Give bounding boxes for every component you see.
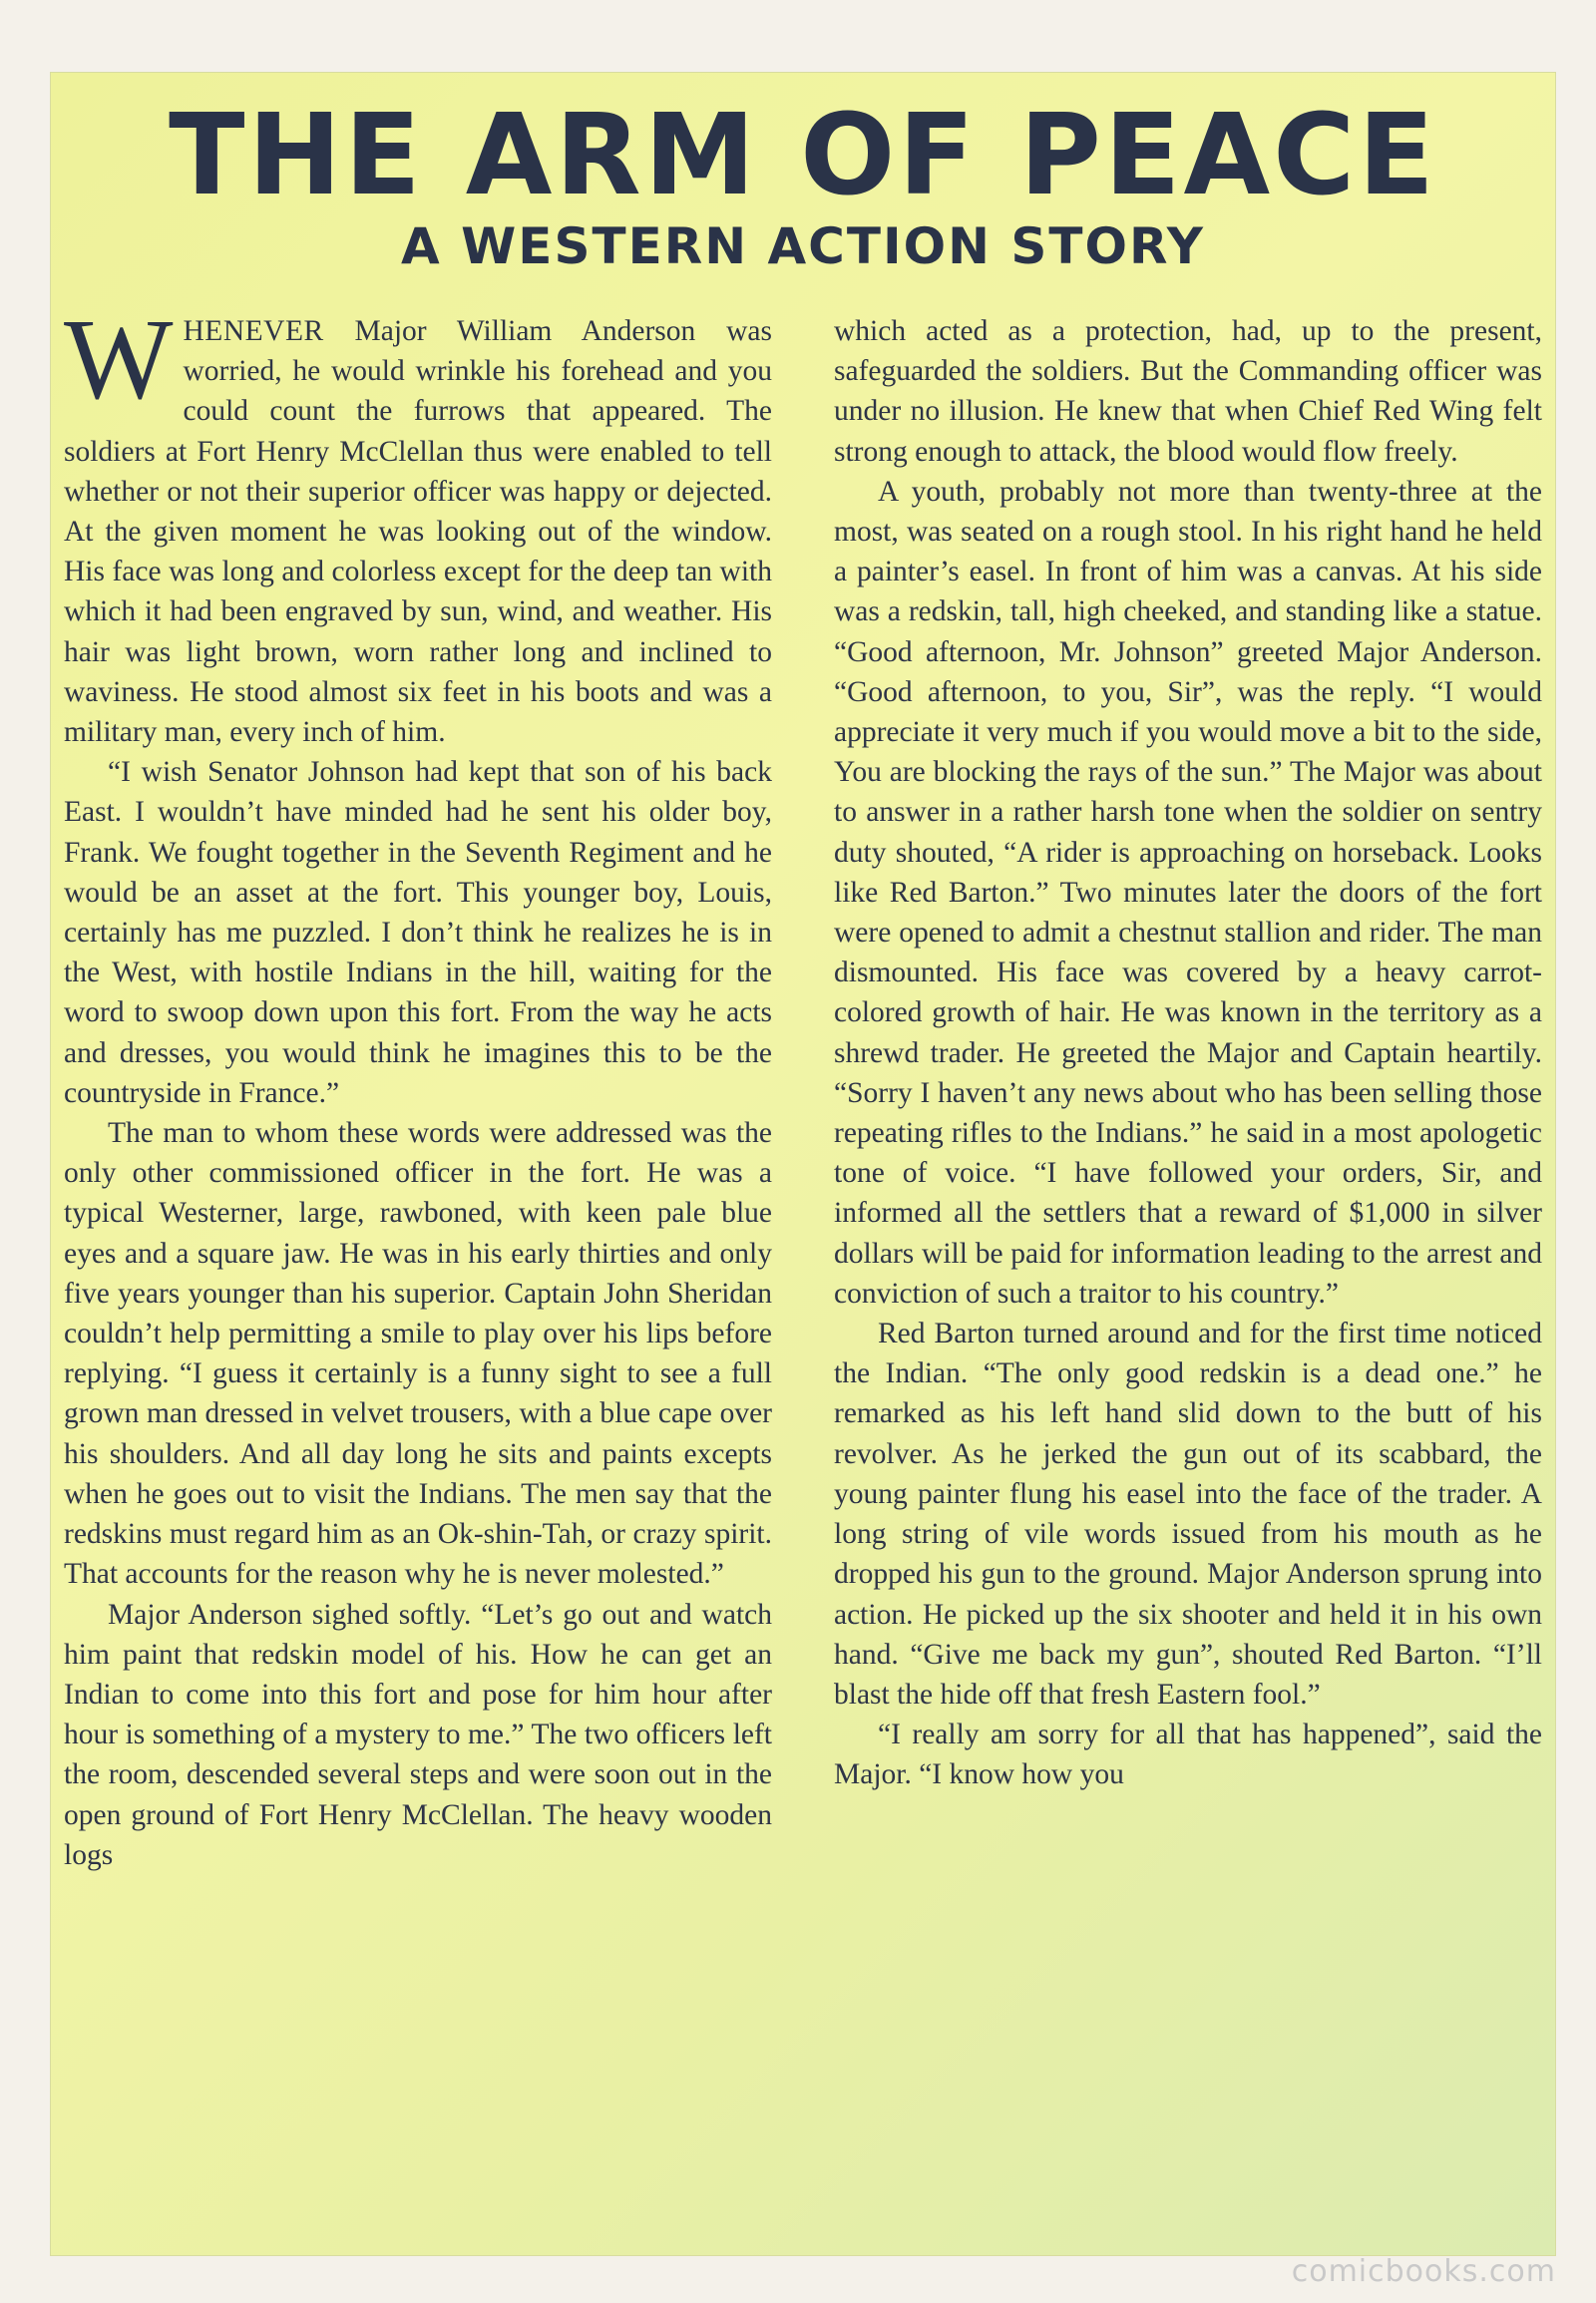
paragraph-8: “I really am sorry for all that has happened”, said the Major. “I know how you [834, 1719, 1542, 1791]
story-title: THE ARM OF PEACE [169, 91, 1437, 220]
drop-cap: W [64, 296, 174, 424]
lead-word: HENEVER [183, 315, 324, 347]
right-column [834, 311, 1542, 1795]
paragraph-7: Red Barton turned around and for the first time noticed the Indian. “The only good redskin is a dead one.” he remarked as his left hand slid down to the butt of his revolver. As he jerked the gun out of its scabbard, the young painter flung his easel into the face of the trader. A long string of vile words issued from his mouth as he dropped his gun to the ground. Major Anderson sprung into action. He picked up the six shooter and held it in his own hand. “Give me back my gun”, shouted Red Barton. “I’ll blast the hide off that fresh Eastern fool.” [834, 1318, 1542, 1711]
paragraph-4: Major Anderson sighed softly. “Let’s go out and watch him paint that redskin model of his. How he can get an Indian to come into this fort and pose for him hour after hour is something of a mystery to me.” The two officers left the room, descended several steps and were soon out in the open ground of Fort Henry McClellan. The heavy wooden logs [64, 1598, 772, 1871]
site-watermark: comicbooks.com [1291, 2254, 1556, 2289]
paragraph-2: “I wish Senator Johnson had kept that son of his back East. I wouldn’t have minded had he sent his older boy, Frank. We fought together in the Seventh Regiment and he would be an asset at the fort. This younger boy, Louis, certainly has me puzzled. I don’t think he realizes he is in the West, with hostile Indians in the hill, waiting for the word to swoop down upon this fort. From the way he acts and dresses, you would think he imagines this to be the countryside in France.” [64, 756, 772, 1109]
paragraph-1-text: Major William Anderson was worried, he would wrinkle his forehead and you could count the furrows that appeared. The soldiers at Fort Henry McClellan thus were enabled to tell whether or not their superior officer was happy or dejected. At the given moment he was looking out of the window. His face was long and colorless except for the deep tan with which it had been engraved by sun, wind, and weather. His hair was light brown, worn rather long and inclined to waviness. He stood almost six feet in his boots and was a military man, every inch of him. [64, 315, 772, 749]
story-subtitle: A WESTERN ACTION STORY [401, 217, 1205, 275]
paragraph-1 [64, 296, 772, 752]
paragraph-3: The man to whom these words were addressed was the only other commissioned officer in the fort. He was a typical Westerner, large, rawboned, with keen pale blue eyes and a square jaw. He was in his early thirties and only five years younger than his superior. Captain John Sheridan couldn’t help permitting a smile to play over his lips before replying. “I guess it certainly is a funny sight to see a full grown man dressed in velvet trousers, with a blue cape over his shoulders. And all day long he sits and paints excepts when he goes out to visit the Indians. The men say that the redskins must regard him as an Ok-shin-Tah, or crazy spirit. That accounts for the reason why he is never molested.” [64, 1117, 772, 1591]
paragraph-6: A youth, probably not more than twenty-three at the most, was seated on a rough stool. In his right hand he held a painter’s easel. In front of him was a canvas. At his side was a redskin, tall, high cheeked, and standing like a statue. “Good afternoon, Mr. Johnson” greeted Major Anderson. “Good afternoon, to you, Sir”, was the reply. “I would appreciate it very much if you would move a bit to the side, You are blocking the rays of the sun.” The Major was about to answer in a rather harsh tone when the soldier on sentry duty shouted, “A rider is approaching on horseback. Looks like Red Barton.” Two minutes later the doors of the fort were opened to admit a chestnut stallion and rider. The man dismounted. His face was covered by a heavy carrot-colored growth of hair. He was known in the territory as a shrewd trader. He greeted the Major and Captain heartily. “Sorry I haven’t any news about who has been selling those repeating rifles to the Indians.” he said in a most apologetic tone of voice. “I have followed your orders, Sir, and informed all the settlers that a reward of $1,000 in silver dollars will be paid for information leading to the arrest and conviction of such a traitor to his country.” [834, 475, 1542, 1310]
story-page [50, 72, 1556, 2256]
left-column [64, 296, 772, 1875]
paragraph-5: which acted as a protection, had, up to the present, safeguarded the soldiers. But the Commanding officer was under no illusion. He knew that when Chief Red Wing felt strong enough to attack, the blood would flow freely. [834, 315, 1542, 468]
